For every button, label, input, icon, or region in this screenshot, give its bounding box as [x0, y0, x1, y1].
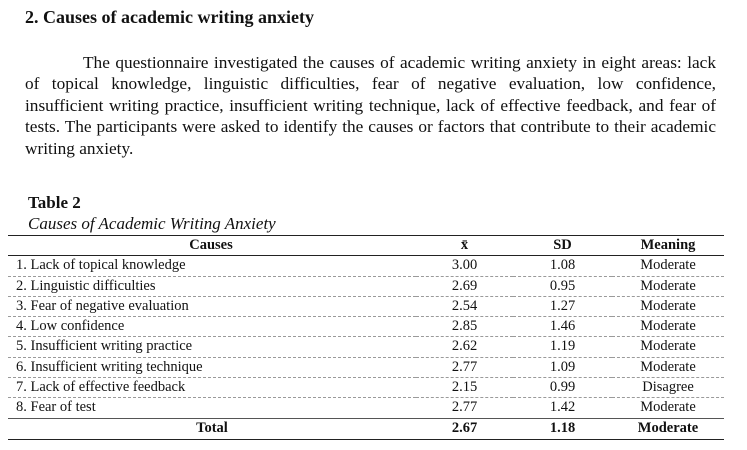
- mean-cell: 2.54: [451, 297, 478, 314]
- total-mean: 2.67: [451, 419, 478, 436]
- meaning-cell: Moderate: [640, 399, 696, 416]
- table-row: [8, 296, 724, 316]
- meaning-cell: Moderate: [640, 277, 696, 294]
- cause-cell: 7. Lack of effective feedback: [16, 379, 186, 396]
- total-sd: 1.18: [549, 419, 576, 436]
- cause-cell: 8. Fear of test: [16, 399, 96, 416]
- cause-cell: 2. Linguistic difficulties: [16, 277, 156, 294]
- mean-cell: 2.77: [451, 358, 478, 375]
- table-row: [8, 256, 724, 276]
- mean-cell: 2.85: [451, 318, 478, 335]
- cause-cell: 1. Lack of topical knowledge: [16, 257, 186, 274]
- mean-symbol: x̄: [460, 237, 469, 253]
- meaning-cell: Moderate: [640, 338, 696, 355]
- section-heading: 2. Causes of academic writing anxiety: [25, 7, 314, 27]
- sd-cell: 1.27: [549, 297, 576, 314]
- table-row: [8, 317, 724, 337]
- table-row: [8, 337, 724, 357]
- sd-cell: 1.08: [549, 257, 576, 274]
- header-sd: SD: [553, 237, 572, 253]
- table-total-row: [8, 418, 724, 439]
- meaning-cell: Moderate: [640, 257, 696, 274]
- meaning-cell: Moderate: [640, 297, 696, 314]
- table-row: [8, 377, 724, 397]
- body-paragraph: The questionnaire investigated the causes of academic writing anxiety in eight areas: lack of topical knowledge, linguistic difficulties, fear of negative evaluation, low confidence, insufficient writing practice, insufficient writing technique, lack of effective feedback, and fear of tests. The participants were asked to identify the causes or factors that contribute to their academic writing anxiety.: [25, 53, 716, 158]
- meaning-cell: Disagree: [642, 379, 694, 396]
- table-row: [8, 398, 724, 418]
- sd-cell: 1.46: [549, 318, 576, 335]
- total-meaning: Moderate: [637, 419, 699, 436]
- meaning-cell: Moderate: [640, 358, 696, 375]
- sd-cell: 1.42: [549, 399, 576, 416]
- mean-cell: 2.69: [451, 277, 478, 294]
- mean-cell: 2.77: [451, 399, 478, 416]
- header-causes: Causes: [189, 237, 233, 253]
- table-header-row: [8, 236, 724, 256]
- total-label: Total: [196, 419, 228, 436]
- mean-cell: 2.62: [451, 338, 478, 355]
- table-label: Table 2: [28, 193, 81, 212]
- sd-cell: 1.19: [549, 338, 576, 355]
- table-caption: Causes of Academic Writing Anxiety: [28, 214, 276, 233]
- sd-cell: 0.99: [549, 379, 576, 396]
- mean-cell: 2.15: [451, 379, 478, 396]
- mean-cell: 3.00: [451, 257, 478, 274]
- sd-cell: 1.09: [549, 358, 576, 375]
- header-meaning: Meaning: [640, 237, 696, 253]
- table-row: [8, 276, 724, 296]
- table-row: [8, 357, 724, 377]
- cause-cell: 4. Low confidence: [16, 318, 125, 335]
- causes-table: [8, 235, 724, 440]
- cause-cell: 6. Insufficient writing technique: [16, 358, 203, 375]
- meaning-cell: Moderate: [640, 318, 696, 335]
- sd-cell: 0.95: [549, 277, 576, 294]
- cause-cell: 3. Fear of negative evaluation: [16, 297, 189, 314]
- cause-cell: 5. Insufficient writing practice: [16, 338, 193, 355]
- header-mean: [416, 236, 513, 256]
